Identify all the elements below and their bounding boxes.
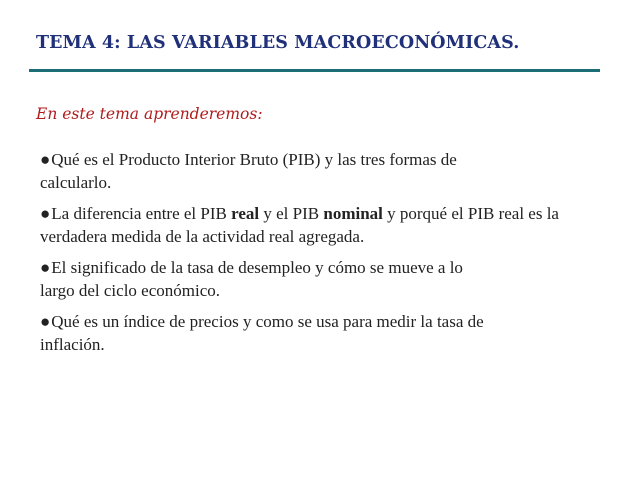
bullet-text-real: real bbox=[231, 204, 260, 223]
bullet-item-pib bbox=[40, 148, 610, 194]
bullet-text-line1: Qué es un índice de precios y como se usa para medir la tasa de bbox=[51, 312, 484, 331]
bullet-text-line2: largo del ciclo económico. bbox=[40, 281, 221, 300]
slide-subtitle: En este tema aprenderemos: bbox=[36, 105, 263, 123]
bullet-text-line2: inflación. bbox=[40, 335, 105, 354]
bullet-text-line2: calcularlo. bbox=[40, 173, 112, 192]
bullet-icon: ● bbox=[40, 204, 51, 223]
slide-title: TEMA 4: LAS VARIABLES MACROECONÓMICAS. bbox=[36, 33, 520, 53]
bullet-text-pre: La diferencia entre el PIB bbox=[51, 204, 232, 223]
bullet-icon: ● bbox=[40, 150, 51, 169]
bullet-text-post: y porqué el PIB real es la verdadera medida de la actividad real agregada. bbox=[40, 204, 559, 246]
bullet-text-nominal: nominal bbox=[323, 204, 383, 223]
bullet-icon: ● bbox=[40, 258, 51, 277]
bullet-text-line1: El significado de la tasa de desempleo y cómo se mueve a lo bbox=[51, 258, 463, 277]
bullet-list bbox=[40, 148, 610, 364]
bullet-text-line1: Qué es el Producto Interior Bruto (PIB) y las tres formas de bbox=[51, 150, 457, 169]
title-divider bbox=[29, 69, 600, 72]
bullet-text-mid: y el PIB bbox=[259, 204, 324, 223]
bullet-item-desempleo bbox=[40, 256, 610, 302]
bullet-item-precios bbox=[40, 310, 610, 356]
bullet-item-real-nominal bbox=[40, 202, 610, 248]
bullet-icon: ● bbox=[40, 312, 51, 331]
